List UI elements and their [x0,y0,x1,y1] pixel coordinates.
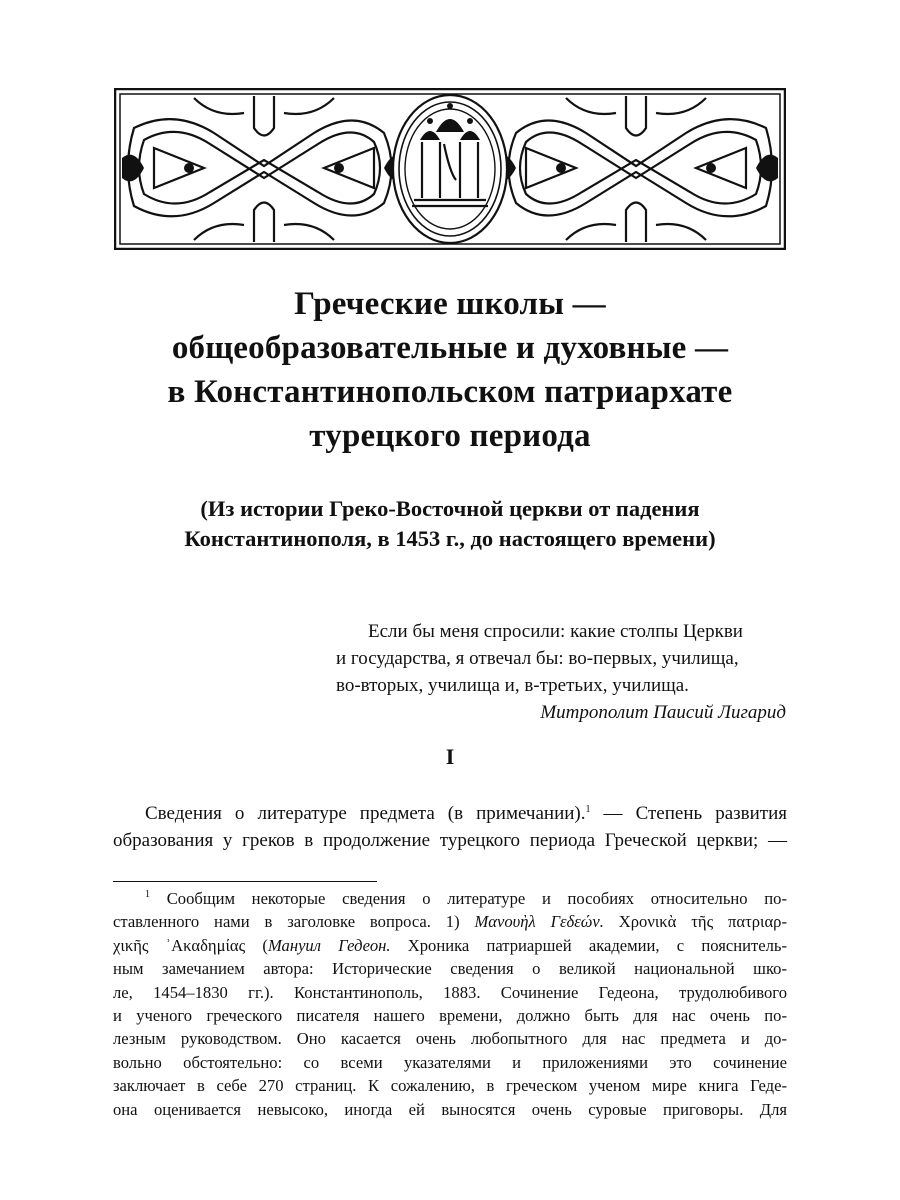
footnote-author: Мануил Гедеон. [267,935,391,955]
body-line: образования у греков в продолжение турецкого периода Греческой церкви; — [113,830,787,851]
title-line: турецкого периода [309,418,591,454]
epigraph [336,618,786,726]
subtitle-line: Константинополя, в 1453 г., до настоящего времени) [184,526,716,551]
footnote-line: ным замечанием автора: Исторические сведения о великой национальной шко- [113,959,787,979]
footnote-line [113,887,787,910]
footnote-text: Сообщим некоторые сведения о литературе и пособиях относительно по- [150,889,787,908]
footnote-line: она оценивается невысоко, иногда ей выносятся очень суровые приговоры. Для [113,1099,787,1119]
footnote-line: вольно обстоятельно: со всеми указателями и приложениями это сочинение [113,1052,787,1072]
medallion-emblem-icon [393,95,507,243]
body-line [113,800,787,827]
body-text-segment: Сведения о литературе предмета (в примечании). [145,803,586,824]
epigraph-author: Митрополит Паисий Лигарид [540,702,786,723]
footnote-text: Χρονικὰ τῆς πατριαρ- [603,912,787,932]
footnote-line [113,910,787,933]
epigraph-line: Если бы меня спросили: какие столпы Церкви [368,621,743,642]
chapter-title [100,282,800,458]
footnote-text: ставленного нами в заголовке вопроса. 1) [113,912,475,932]
footnote-line [113,934,787,957]
ornamental-headpiece-icon [114,88,786,250]
footnote-line: лезным руководством. Оно касается очень любопытного для нас предмета и до- [113,1029,787,1049]
title-line: в Константинопольском патриархате [167,374,733,410]
title-line: Греческие школы — [294,286,606,322]
footnote-line: ле, 1454–1830 гг.). Константинополь, 1883. Сочинение Гедеона, трудолюбивого [113,982,787,1002]
epigraph-line: во-вторых, училища и, в-третьих, училища. [336,675,689,696]
footnote [113,887,787,1121]
footnote-line: и ученого греческого писателя нашего времени, должно быть для нас очень по- [113,1006,787,1026]
footnote-greek-author: Μανουὴλ Γεδεών. [474,912,604,932]
section-number: I [445,744,455,769]
subtitle-line: (Из истории Греко-Восточной церкви от падения [200,496,700,521]
footnote-ref[interactable]: 1 [585,804,591,815]
title-line: общеобразовательные и духовные — [171,330,729,366]
chapter-subtitle [100,494,800,554]
footnote-divider [113,881,377,882]
footnote-line: заключает в себе 270 страниц. К сожалению, в греческом ученом мире книга Геде- [113,1076,787,1096]
epigraph-line: и государства, я отвечал бы: во-первых, училища, [336,648,739,669]
footnote-text: χικῆς ʾΑκαδημίας ( [113,935,268,955]
body-text-segment: — Степень развития [590,803,787,824]
footnote-text: Хроника патриаршей академии, с пояснитель- [390,935,787,955]
body-paragraph [113,800,787,854]
footnote-marker: 1 [145,889,150,900]
